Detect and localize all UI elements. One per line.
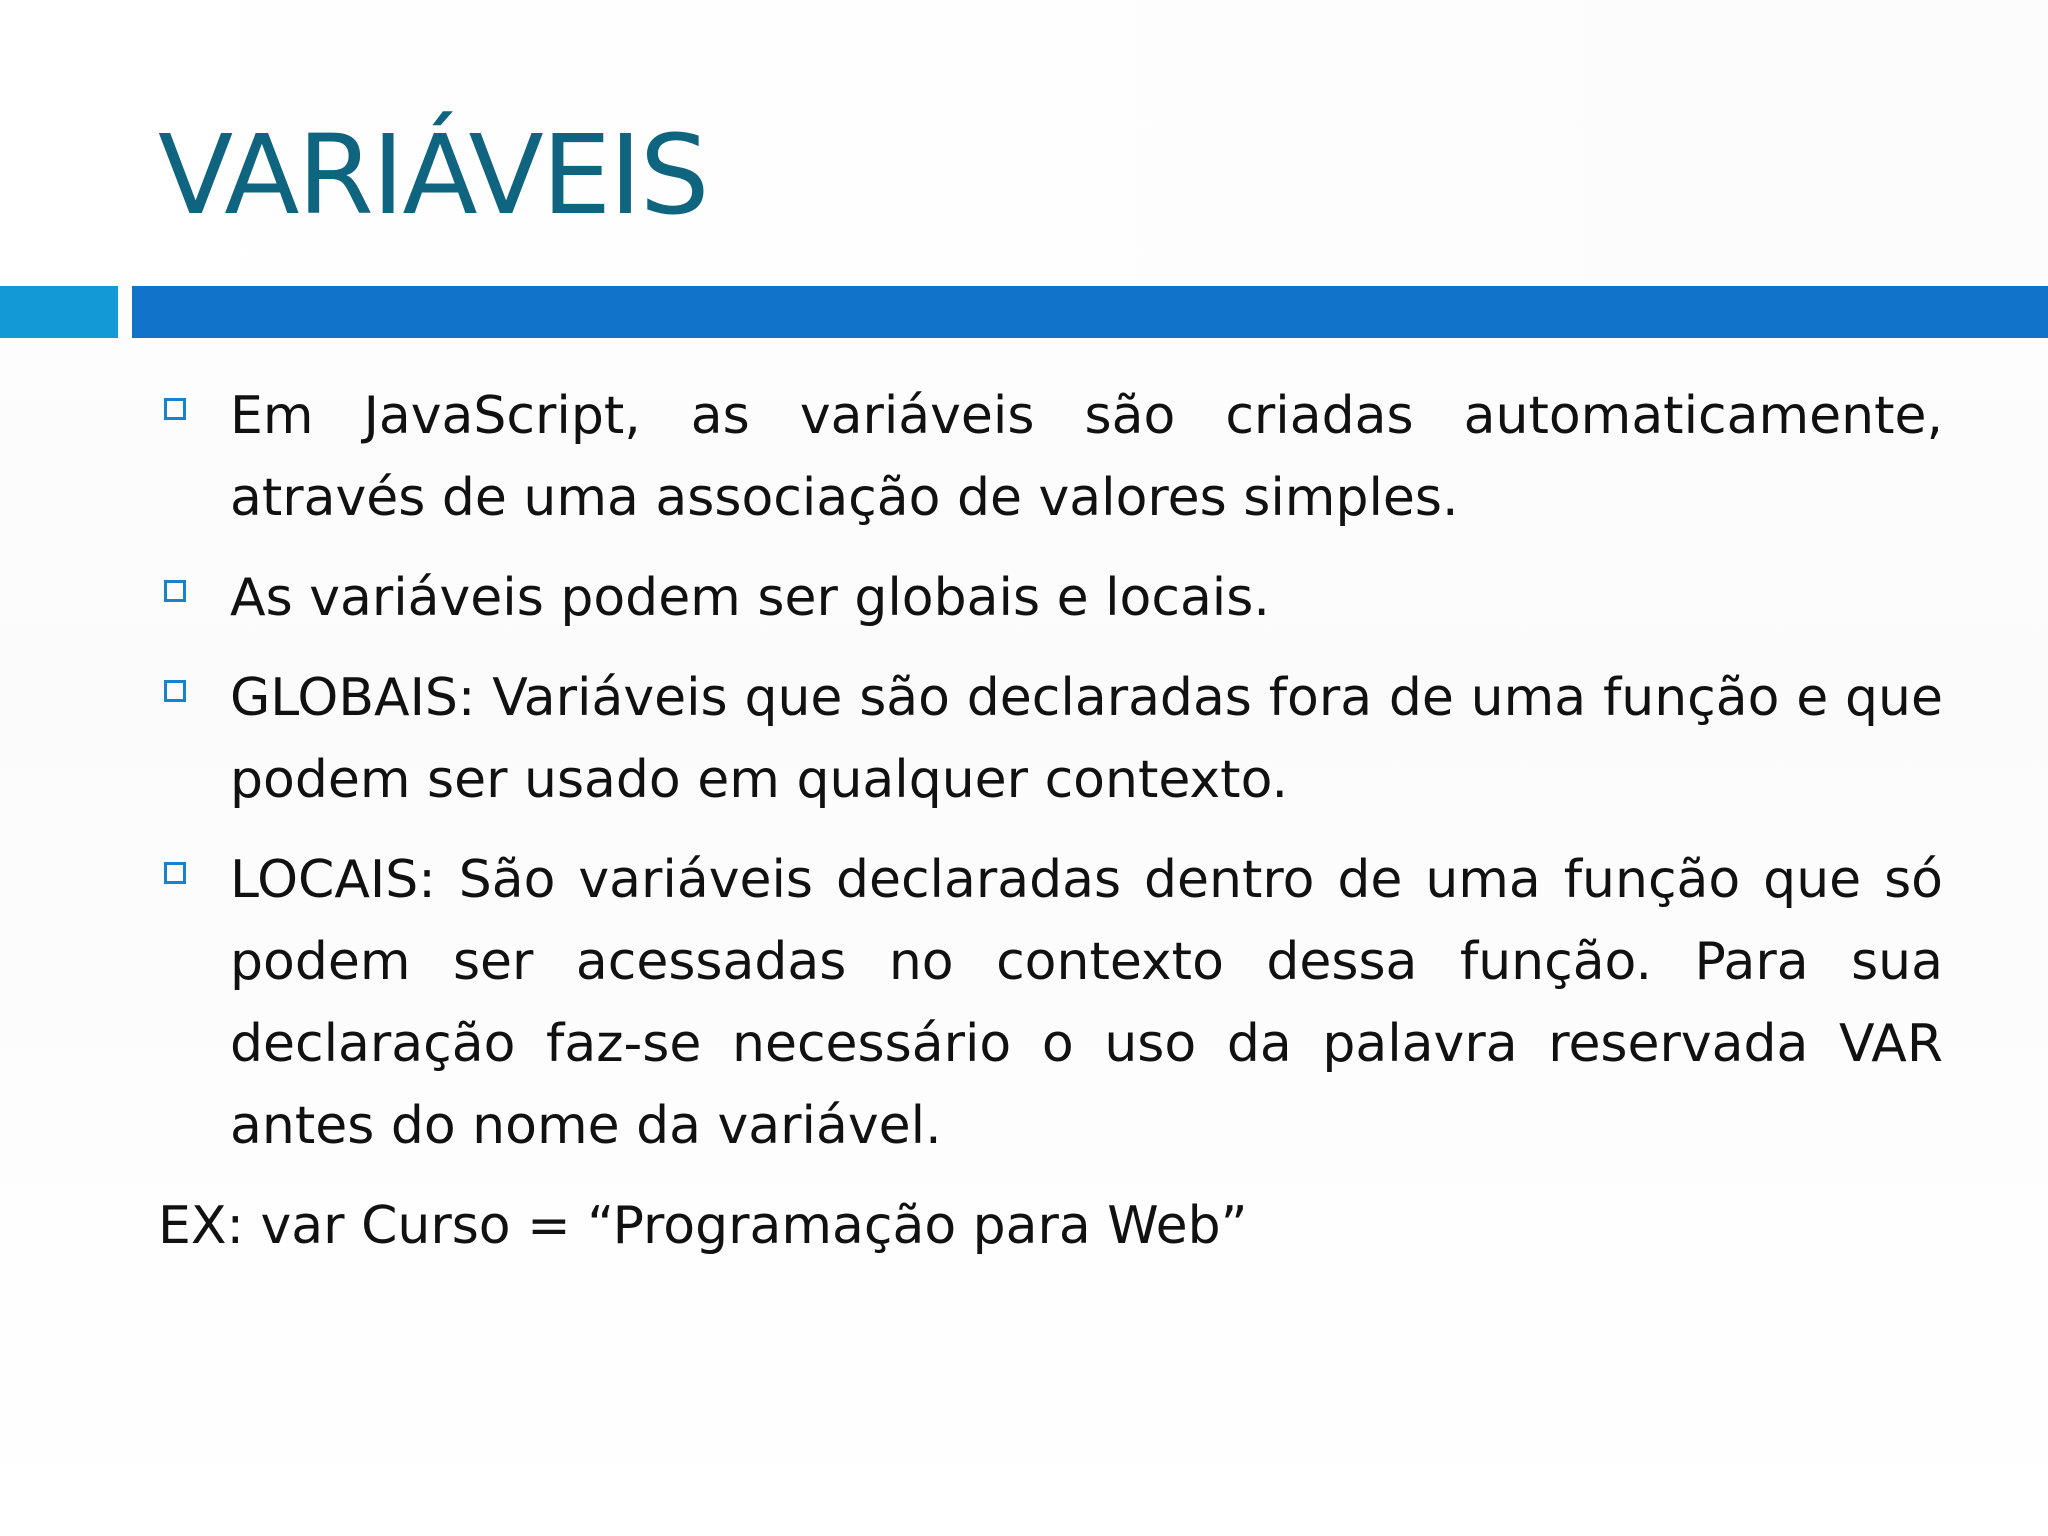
hollow-square-icon [164, 862, 186, 884]
hollow-square-icon [164, 580, 186, 602]
hollow-square-icon [164, 398, 186, 420]
bullet-text: As variáveis podem ser globais e locais. [230, 568, 1270, 628]
title-area [0, 0, 2048, 280]
bullet-text: LOCAIS: São variáveis declaradas dentro de uma função que só podem ser acessadas no contexto dessa função. Para sua declaração faz-se necessário o uso da palavra reservada VAR antes do nome da variável. [230, 850, 1943, 1156]
accent-bar-left [0, 286, 118, 338]
accent-bar-right [132, 286, 2048, 338]
bullet-item [158, 657, 1943, 821]
bullet-item [158, 375, 1943, 539]
bullet-list [158, 375, 1943, 1167]
bullet-text: Em JavaScript, as variáveis são criadas automaticamente, através de uma associação de valores simples. [230, 386, 1943, 528]
bullet-item [158, 839, 1943, 1167]
hollow-square-icon [164, 680, 186, 702]
slide-title: VARIÁVEIS [158, 111, 708, 239]
code-example: EX: var Curso = “Programação para Web” [158, 1196, 1248, 1256]
slide-content [158, 375, 1943, 1267]
bullet-item [158, 557, 1943, 639]
bullet-text: GLOBAIS: Variáveis que são declaradas fora de uma função e que podem ser usado em qualquer contexto. [230, 668, 1943, 810]
